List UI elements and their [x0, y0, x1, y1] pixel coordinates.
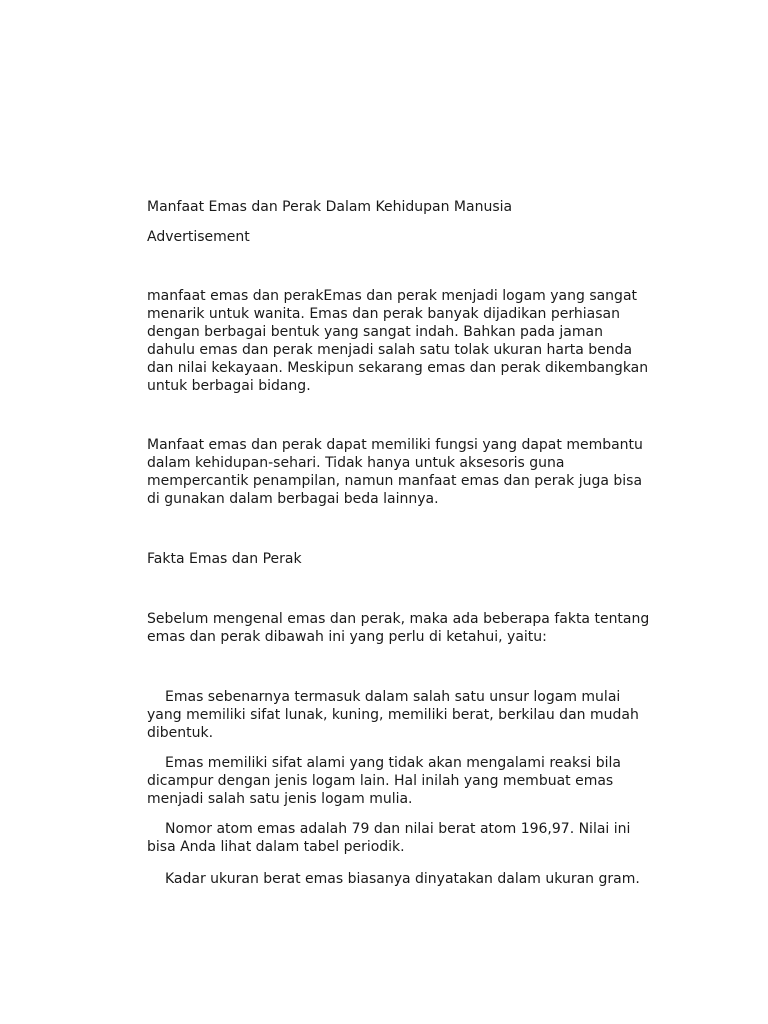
paragraph-line: untuk berbagai bidang. [147, 378, 311, 394]
paragraph-line: Nomor atom emas adalah 79 dan nilai berat atom 196,97. Nilai ini [165, 821, 631, 837]
paragraph-line: bisa Anda lihat dalam tabel periodik. [147, 839, 405, 855]
paragraph-line: dibentuk. [147, 725, 214, 741]
paragraph-line: dahulu emas dan perak menjadi salah satu tolak ukuran harta benda [147, 342, 633, 358]
fact-item-4 [147, 870, 667, 888]
advertisement-label: Advertisement [147, 229, 250, 245]
paragraph-line: dicampur dengan jenis logam lain. Hal inilah yang membuat emas [147, 773, 614, 789]
paragraph-line: Kadar ukuran berat emas biasanya dinyatakan dalam ukuran gram. [165, 871, 640, 887]
intro-paragraph [147, 287, 667, 395]
section-heading: Fakta Emas dan Perak [147, 551, 302, 567]
fact-item-1 [147, 688, 667, 742]
paragraph-line: Emas sebenarnya termasuk dalam salah satu unsur logam mulai [165, 689, 621, 705]
paragraph-line: emas dan perak dibawah ini yang perlu di ketahui, yaitu: [147, 629, 547, 645]
paragraph-line: dan nilai kekayaan. Meskipun sekarang emas dan perak dikembangkan [147, 360, 649, 376]
facts-intro-paragraph [147, 610, 667, 646]
paragraph-line: dengan berbagai bentuk yang sangat indah. Bahkan pada jaman [147, 324, 603, 340]
fact-item-3 [147, 820, 667, 856]
second-paragraph [147, 436, 667, 508]
paragraph-line: Emas memiliki sifat alami yang tidak akan mengalami reaksi bila [165, 755, 621, 771]
paragraph-line: Sebelum mengenal emas dan perak, maka ada beberapa fakta tentang [147, 611, 650, 627]
paragraph-line: yang memiliki sifat lunak, kuning, memiliki berat, berkilau dan mudah [147, 707, 639, 723]
paragraph-line: manfaat emas dan perakEmas dan perak menjadi logam yang sangat [147, 288, 638, 304]
document-title: Manfaat Emas dan Perak Dalam Kehidupan Manusia [147, 199, 513, 215]
paragraph-line: menarik untuk wanita. Emas dan perak banyak dijadikan perhiasan [147, 306, 620, 322]
paragraph-line: dalam kehidupan-sehari. Tidak hanya untuk aksesoris guna [147, 455, 565, 471]
fact-item-2 [147, 754, 667, 808]
paragraph-line: Manfaat emas dan perak dapat memiliki fungsi yang dapat membantu [147, 437, 643, 453]
paragraph-line: mempercantik penampilan, namun manfaat emas dan perak juga bisa [147, 473, 643, 489]
paragraph-line: di gunakan dalam berbagai beda lainnya. [147, 491, 439, 507]
paragraph-line: menjadi salah satu jenis logam mulia. [147, 791, 413, 807]
